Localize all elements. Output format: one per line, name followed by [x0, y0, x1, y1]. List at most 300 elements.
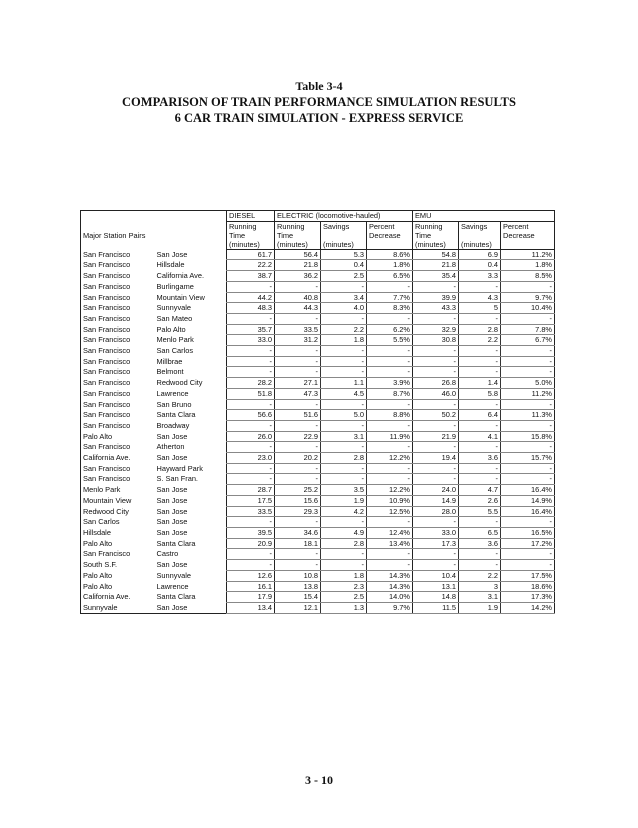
station-from: Menlo Park: [83, 485, 121, 495]
value-cell: 39.9: [413, 292, 459, 303]
value-cell: -: [367, 356, 413, 367]
value-cell: -: [501, 367, 555, 378]
value-cell: 14.9%: [501, 495, 555, 506]
value-cell: 14.0%: [367, 592, 413, 603]
table-row: [81, 581, 555, 592]
value-cell: -: [367, 549, 413, 560]
value-cell: 1.3: [321, 602, 367, 613]
value-cell: 5.3: [321, 249, 367, 260]
station-from: San Francisco: [83, 303, 131, 313]
value-cell: -: [275, 463, 321, 474]
station-from: Redwood City: [83, 506, 130, 516]
value-cell: 6.4: [459, 410, 501, 421]
value-cell: -: [459, 399, 501, 410]
value-cell: 14.8: [413, 592, 459, 603]
value-cell: 31.2: [275, 335, 321, 346]
header-row-2: [81, 231, 555, 240]
table-row: [81, 592, 555, 603]
value-cell: 61.7: [227, 249, 275, 260]
station-to: Broadway: [156, 420, 190, 430]
value-cell: 33.5: [227, 506, 275, 517]
value-cell: 3.3: [459, 271, 501, 282]
value-cell: 11.5: [413, 602, 459, 613]
table-row: [81, 271, 555, 282]
station-from: San Francisco: [83, 356, 131, 366]
value-cell: 5: [459, 303, 501, 314]
comparison-table: [80, 210, 555, 614]
station-to: Belmont: [156, 367, 184, 377]
header-row-1: [81, 221, 555, 231]
value-cell: -: [501, 420, 555, 431]
value-cell: -: [459, 356, 501, 367]
table-row: [81, 399, 555, 410]
header-time-electric: Time: [275, 231, 321, 240]
table-row: [81, 313, 555, 324]
station-from: San Francisco: [83, 249, 131, 259]
value-cell: 22.9: [275, 431, 321, 442]
value-cell: 16.4%: [501, 485, 555, 496]
station-from: San Francisco: [83, 292, 131, 302]
station-from: San Francisco: [83, 420, 131, 430]
value-cell: 0.4: [321, 260, 367, 271]
value-cell: 40.8: [275, 292, 321, 303]
value-cell: -: [321, 399, 367, 410]
value-cell: 14.2%: [501, 602, 555, 613]
value-cell: 9.7%: [501, 292, 555, 303]
header-percent-emu: Percent: [501, 221, 555, 231]
header-minutes-savings-emu: (minutes): [459, 240, 501, 250]
value-cell: -: [275, 346, 321, 357]
value-cell: 2.8: [459, 324, 501, 335]
station-from: San Francisco: [83, 324, 131, 334]
station-to: San Jose: [156, 249, 188, 259]
station-to: California Ave.: [156, 271, 205, 281]
station-to: San Jose: [156, 485, 188, 495]
value-cell: 4.0: [321, 303, 367, 314]
value-cell: 12.2%: [367, 453, 413, 464]
value-cell: -: [501, 549, 555, 560]
station-to: Sunnyvale: [156, 570, 192, 580]
value-cell: 1.9: [459, 602, 501, 613]
station-from: San Francisco: [83, 346, 131, 356]
table-row: [81, 431, 555, 442]
value-cell: -: [321, 463, 367, 474]
header-row-3: [81, 240, 555, 250]
value-cell: 6.9: [459, 249, 501, 260]
value-cell: -: [367, 399, 413, 410]
header-running-electric: Running: [275, 221, 321, 231]
table-row: [81, 378, 555, 389]
table-row: [81, 517, 555, 528]
value-cell: 14.3%: [367, 581, 413, 592]
value-cell: -: [275, 549, 321, 560]
value-cell: 17.5: [227, 495, 275, 506]
header-station-pairs: Major Station Pairs: [83, 230, 146, 240]
header-time-diesel: Time: [227, 231, 275, 240]
table-row: [81, 356, 555, 367]
value-cell: 8.8%: [367, 410, 413, 421]
value-cell: 17.3%: [501, 592, 555, 603]
value-cell: 51.6: [275, 410, 321, 421]
value-cell: 28.2: [227, 378, 275, 389]
value-cell: -: [227, 313, 275, 324]
value-cell: 2.2: [321, 324, 367, 335]
value-cell: 1.9: [321, 495, 367, 506]
value-cell: 21.9: [413, 431, 459, 442]
value-cell: 27.1: [275, 378, 321, 389]
value-cell: 6.7%: [501, 335, 555, 346]
station-to: Santa Clara: [156, 538, 196, 548]
value-cell: 28.0: [413, 506, 459, 517]
header-minutes-electric: (minutes): [275, 240, 321, 250]
value-cell: -: [459, 346, 501, 357]
value-cell: 30.8: [413, 335, 459, 346]
value-cell: 13.4%: [367, 538, 413, 549]
value-cell: 1.8%: [501, 260, 555, 271]
value-cell: 15.6: [275, 495, 321, 506]
value-cell: 4.9: [321, 527, 367, 538]
value-cell: -: [275, 420, 321, 431]
station-to: Mountain View: [156, 292, 205, 302]
value-cell: 20.2: [275, 453, 321, 464]
value-cell: 12.4%: [367, 527, 413, 538]
table-row: [81, 527, 555, 538]
station-to: Hillsdale: [156, 260, 185, 270]
value-cell: 16.4%: [501, 506, 555, 517]
value-cell: 15.7%: [501, 453, 555, 464]
station-from: San Francisco: [83, 260, 131, 270]
header-blank-percent-electric: [367, 240, 413, 250]
header-running-diesel: Running: [227, 221, 275, 231]
station-from: San Francisco: [83, 410, 131, 420]
station-from: Sunnyvale: [83, 602, 118, 612]
header-running-emu: Running: [413, 221, 459, 231]
station-to: San Mateo: [156, 313, 193, 323]
value-cell: 3.4: [321, 292, 367, 303]
table-row: [81, 474, 555, 485]
station-to: San Jose: [156, 527, 188, 537]
value-cell: 3.1: [459, 592, 501, 603]
value-cell: 4.1: [459, 431, 501, 442]
value-cell: -: [321, 560, 367, 571]
value-cell: 5.8: [459, 388, 501, 399]
value-cell: 33.5: [275, 324, 321, 335]
value-cell: -: [413, 313, 459, 324]
table-row: [81, 560, 555, 571]
value-cell: -: [501, 346, 555, 357]
value-cell: -: [321, 442, 367, 453]
value-cell: -: [227, 281, 275, 292]
value-cell: 48.3: [227, 303, 275, 314]
value-cell: 11.2%: [501, 388, 555, 399]
table-title-block: [0, 78, 638, 126]
station-to: San Jose: [156, 517, 188, 527]
table-body: [81, 249, 555, 613]
value-cell: 9.7%: [367, 602, 413, 613]
value-cell: 21.8: [413, 260, 459, 271]
table-row: [81, 538, 555, 549]
station-from: San Francisco: [83, 549, 131, 559]
value-cell: 47.3: [275, 388, 321, 399]
value-cell: 2.8: [321, 453, 367, 464]
value-cell: 54.8: [413, 249, 459, 260]
header-decrease-emu: Decrease: [501, 231, 555, 240]
table-row: [81, 570, 555, 581]
value-cell: -: [459, 549, 501, 560]
group-electric: ELECTRIC (locomotive-hauled): [275, 211, 413, 222]
table-row: [81, 442, 555, 453]
value-cell: -: [275, 313, 321, 324]
value-cell: -: [367, 474, 413, 485]
value-cell: -: [275, 560, 321, 571]
value-cell: 34.6: [275, 527, 321, 538]
table-row: [81, 260, 555, 271]
value-cell: 5.5%: [367, 335, 413, 346]
value-cell: -: [501, 281, 555, 292]
value-cell: 8.7%: [367, 388, 413, 399]
value-cell: -: [459, 463, 501, 474]
table-row: [81, 495, 555, 506]
value-cell: -: [275, 399, 321, 410]
value-cell: 6.2%: [367, 324, 413, 335]
value-cell: 18.1: [275, 538, 321, 549]
station-from: San Francisco: [83, 367, 131, 377]
value-cell: 35.7: [227, 324, 275, 335]
value-cell: -: [275, 517, 321, 528]
table-row: [81, 549, 555, 560]
table-row: [81, 463, 555, 474]
value-cell: -: [413, 442, 459, 453]
value-cell: 1.1: [321, 378, 367, 389]
value-cell: -: [501, 356, 555, 367]
station-from: Hillsdale: [83, 527, 111, 537]
header-minutes-savings-electric: (minutes): [321, 240, 367, 250]
value-cell: 12.5%: [367, 506, 413, 517]
value-cell: -: [459, 367, 501, 378]
station-to: Santa Clara: [156, 592, 196, 602]
value-cell: 3.5: [321, 485, 367, 496]
value-cell: -: [227, 346, 275, 357]
table-row: [81, 303, 555, 314]
value-cell: 43.3: [413, 303, 459, 314]
value-cell: 35.4: [413, 271, 459, 282]
station-from: San Francisco: [83, 442, 131, 452]
station-to: Castro: [156, 549, 179, 559]
table-title-line-2: 6 CAR TRAIN SIMULATION - EXPRESS SERVICE: [174, 111, 464, 125]
value-cell: 10.8: [275, 570, 321, 581]
table-row: [81, 335, 555, 346]
value-cell: -: [413, 367, 459, 378]
value-cell: 44.3: [275, 303, 321, 314]
value-cell: -: [367, 560, 413, 571]
value-cell: 4.5: [321, 388, 367, 399]
station-from: San Francisco: [83, 378, 131, 388]
value-cell: -: [413, 474, 459, 485]
value-cell: 4.7: [459, 485, 501, 496]
value-cell: 19.4: [413, 453, 459, 464]
value-cell: -: [413, 517, 459, 528]
value-cell: 8.5%: [501, 271, 555, 282]
value-cell: 10.4: [413, 570, 459, 581]
value-cell: 4.2: [321, 506, 367, 517]
station-from: San Francisco: [83, 399, 131, 409]
value-cell: 2.2: [459, 570, 501, 581]
value-cell: 22.2: [227, 260, 275, 271]
value-cell: -: [501, 463, 555, 474]
station-to: San Jose: [156, 602, 188, 612]
value-cell: 12.6: [227, 570, 275, 581]
station-from: San Francisco: [83, 335, 131, 345]
station-from: San Francisco: [83, 313, 131, 323]
value-cell: 2.5: [321, 592, 367, 603]
value-cell: -: [367, 313, 413, 324]
value-cell: 39.5: [227, 527, 275, 538]
value-cell: 14.3%: [367, 570, 413, 581]
station-to: Santa Clara: [156, 410, 196, 420]
value-cell: 21.8: [275, 260, 321, 271]
station-from: Palo Alto: [83, 431, 113, 441]
value-cell: 13.4: [227, 602, 275, 613]
value-cell: -: [501, 474, 555, 485]
value-cell: 12.1: [275, 602, 321, 613]
value-cell: -: [367, 463, 413, 474]
value-cell: 1.8%: [367, 260, 413, 271]
table-number: Table 3-4: [295, 79, 343, 93]
value-cell: -: [275, 356, 321, 367]
value-cell: 36.2: [275, 271, 321, 282]
value-cell: -: [459, 313, 501, 324]
value-cell: -: [501, 442, 555, 453]
value-cell: -: [275, 474, 321, 485]
header-percent-electric: Percent: [367, 221, 413, 231]
value-cell: -: [275, 367, 321, 378]
value-cell: -: [501, 560, 555, 571]
table-row: [81, 346, 555, 357]
station-from: California Ave.: [83, 592, 131, 602]
header-minutes-emu: (minutes): [413, 240, 459, 250]
value-cell: 1.8: [321, 335, 367, 346]
value-cell: -: [459, 474, 501, 485]
station-from: Palo Alto: [83, 581, 113, 591]
value-cell: 18.6%: [501, 581, 555, 592]
value-cell: 3.6: [459, 538, 501, 549]
value-cell: 3.9%: [367, 378, 413, 389]
value-cell: 11.9%: [367, 431, 413, 442]
page-number: 3 - 10: [305, 773, 333, 787]
value-cell: 15.4: [275, 592, 321, 603]
value-cell: 17.3: [413, 538, 459, 549]
value-cell: -: [321, 346, 367, 357]
station-to: Palo Alto: [156, 324, 186, 334]
value-cell: -: [227, 474, 275, 485]
value-cell: 26.0: [227, 431, 275, 442]
value-cell: 2.3: [321, 581, 367, 592]
header-blank-savings-emu: [459, 231, 501, 240]
value-cell: 3.6: [459, 453, 501, 464]
station-to: San Jose: [156, 560, 188, 570]
table-row: [81, 249, 555, 260]
value-cell: -: [227, 549, 275, 560]
value-cell: 51.8: [227, 388, 275, 399]
table-row: [81, 410, 555, 421]
station-from: San Carlos: [83, 517, 120, 527]
station-to: San Carlos: [156, 346, 194, 356]
value-cell: 33.0: [413, 527, 459, 538]
value-cell: -: [275, 442, 321, 453]
table-row: [81, 602, 555, 613]
value-cell: 46.0: [413, 388, 459, 399]
value-cell: -: [413, 463, 459, 474]
value-cell: -: [413, 356, 459, 367]
value-cell: 3.1: [321, 431, 367, 442]
group-emu: EMU: [413, 211, 555, 222]
table-row: [81, 281, 555, 292]
value-cell: 14.9: [413, 495, 459, 506]
value-cell: -: [459, 442, 501, 453]
value-cell: -: [459, 517, 501, 528]
header-blank-percent-emu: [501, 240, 555, 250]
header-time-emu: Time: [413, 231, 459, 240]
value-cell: 38.7: [227, 271, 275, 282]
station-to: Menlo Park: [156, 335, 194, 345]
value-cell: -: [413, 281, 459, 292]
value-cell: -: [367, 420, 413, 431]
station-to: Atherton: [156, 442, 185, 452]
header-decrease-electric: Decrease: [367, 231, 413, 240]
value-cell: -: [367, 367, 413, 378]
station-to: San Bruno: [156, 399, 192, 409]
value-cell: 1.4: [459, 378, 501, 389]
value-cell: -: [501, 399, 555, 410]
value-cell: -: [413, 346, 459, 357]
header-minutes-diesel: (minutes): [227, 240, 275, 250]
station-to: Sunnyvale: [156, 303, 192, 313]
value-cell: 33.0: [227, 335, 275, 346]
table-row: [81, 388, 555, 399]
value-cell: -: [321, 474, 367, 485]
station-from: San Francisco: [83, 388, 131, 398]
value-cell: 17.2%: [501, 538, 555, 549]
value-cell: -: [227, 560, 275, 571]
table-row: [81, 367, 555, 378]
value-cell: 13.8: [275, 581, 321, 592]
header-savings-electric: Savings: [321, 221, 367, 231]
value-cell: -: [227, 399, 275, 410]
value-cell: -: [321, 281, 367, 292]
value-cell: 10.9%: [367, 495, 413, 506]
value-cell: 11.2%: [501, 249, 555, 260]
value-cell: -: [459, 420, 501, 431]
value-cell: 6.5: [459, 527, 501, 538]
header-savings-emu: Savings: [459, 221, 501, 231]
value-cell: -: [367, 281, 413, 292]
station-to: San Jose: [156, 431, 188, 441]
table-row: [81, 485, 555, 496]
value-cell: 6.5%: [367, 271, 413, 282]
station-to: Lawrence: [156, 388, 189, 398]
value-cell: 1.8: [321, 570, 367, 581]
value-cell: 8.3%: [367, 303, 413, 314]
table-row: [81, 324, 555, 335]
value-cell: -: [321, 517, 367, 528]
station-to: Redwood City: [156, 378, 203, 388]
value-cell: -: [367, 346, 413, 357]
value-cell: 32.9: [413, 324, 459, 335]
value-cell: -: [227, 367, 275, 378]
comparison-table-wrap: [80, 210, 554, 614]
value-cell: 2.6: [459, 495, 501, 506]
station-to: Hayward Park: [156, 463, 203, 473]
